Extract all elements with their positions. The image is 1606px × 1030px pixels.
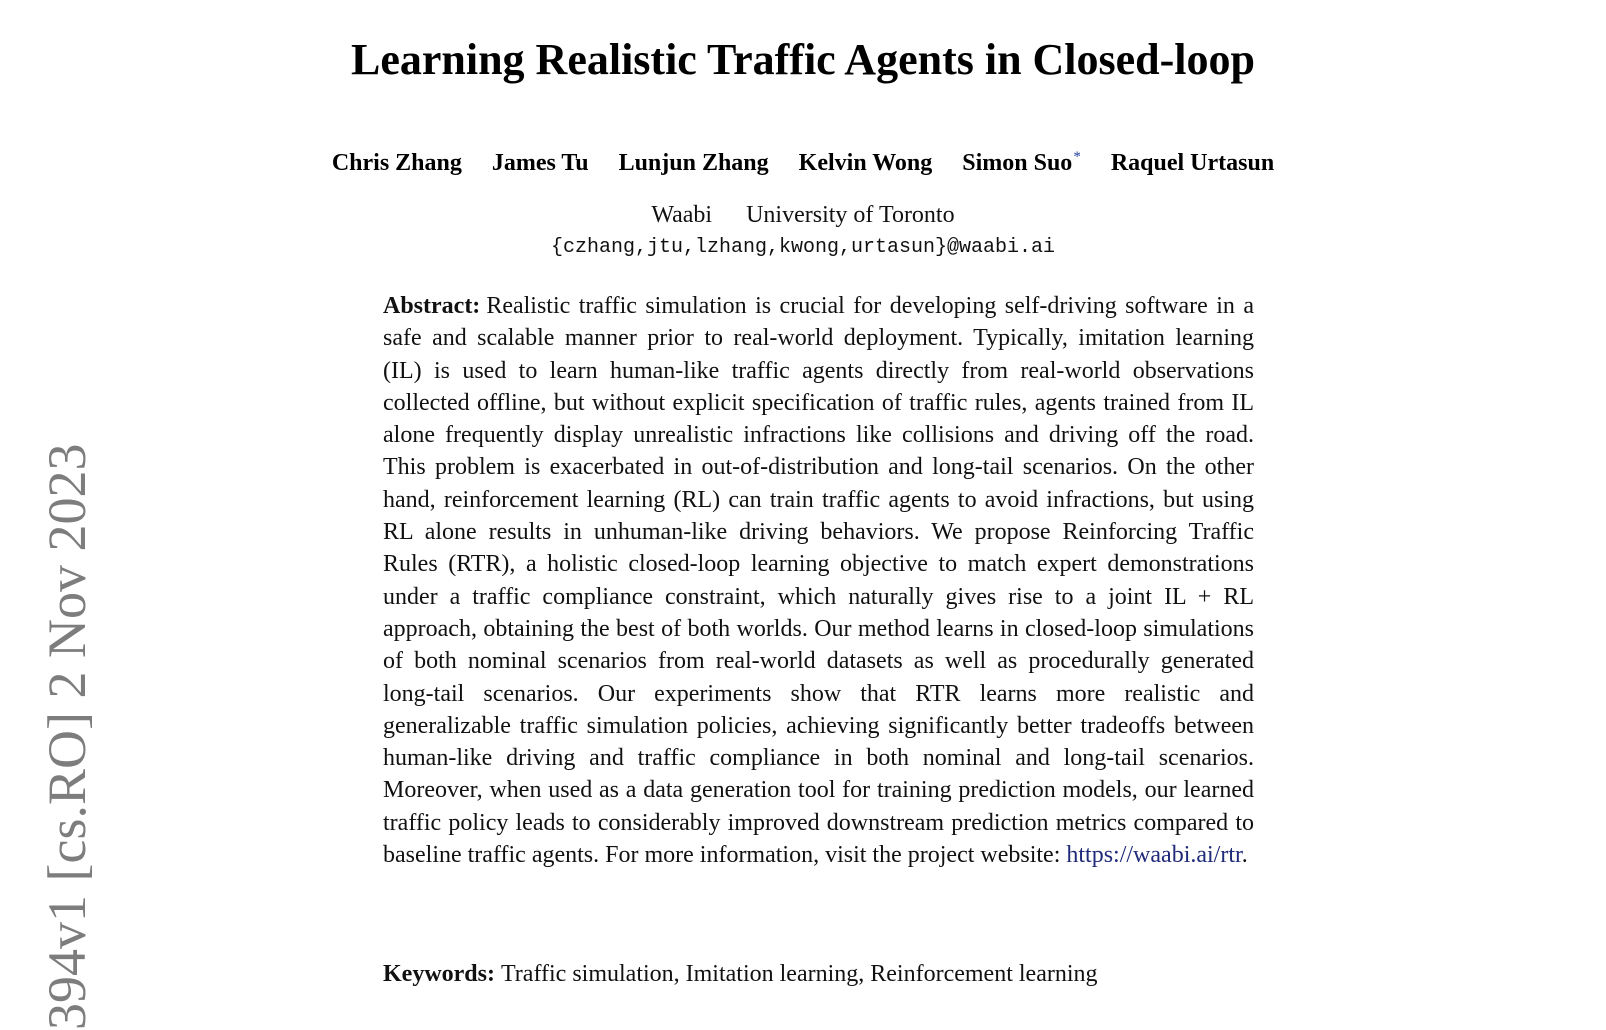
abstract [383,290,1254,871]
project-website-link[interactable]: https://waabi.ai/rtr [1066,842,1242,869]
abstract-label: Abstract: [383,293,481,319]
author-emails: {czhang,jtu,lzhang,kwong,urtasun}@waabi.ai [550,236,1056,259]
author-name: Simon Suo* [962,149,1081,176]
keywords-text: Traffic simulation, Imitation learning, Reinforcement learning [500,961,1098,987]
affiliation: University of Toronto [746,202,955,228]
keywords-label: Keywords: [383,961,495,987]
abstract-period: . [1241,842,1248,869]
author-name: Lunjun Zhang [618,150,769,176]
abstract-text: Realistic traffic simulation is crucial for developing self-driving software in a safe and scalable manner prior to real-world deployment. Typically, imitation learning (IL) is used to learn human-like traffic agents directly from real-world observations collected offline, but without explicit specification of traffic rules, agents trained from IL alone frequently display unrealistic infractions like collisions and driving off the road. This problem is exacerbated in out-of-distribution and long-tail scenarios. On the other hand, reinforcement learning (RL) can train traffic agents to avoid infractions, but using RL alone results in unhuman-like driving behaviors. We propose Reinforcing Traffic Rules (RTR), a holistic closed-loop learning objective to match expert demonstrations under a traffic compliance constraint, which naturally gives rise to a joint IL + RL approach, obtaining the best of both worlds. Our method learns in closed-loop simulations of both nominal scenarios from real-world datasets as well as procedurally generated long-tail scenarios. Our experiments show that RTR learns more realistic and generalizable traffic simulation policies, achieving significantly better tradeoffs between human-like driving and traffic compliance in both nominal and long-tail scenarios. Moreover, when used as a data generation tool for training prediction models, our learned traffic policy leads to considerably improved downstream prediction metrics compared to baseline traffic agents. For more information, visit the project website: [383,293,1254,869]
affiliation-list [0,200,1606,230]
footnote-mark[interactable]: * [1073,149,1081,165]
author-name: Raquel Urtasun [1110,150,1275,176]
paper-title: Learning Realistic Traffic Agents in Closed-loop [350,35,1256,84]
author-name: Chris Zhang [331,150,462,176]
author-list [0,140,1606,180]
author-name: James Tu [491,150,589,176]
author-name: Kelvin Wong [798,150,933,176]
arxiv-identifier-stamp: 394v1 [cs.RO] 2 Nov 2023 [37,443,97,1030]
affiliation: Waabi [651,202,713,228]
keywords [383,958,1283,990]
